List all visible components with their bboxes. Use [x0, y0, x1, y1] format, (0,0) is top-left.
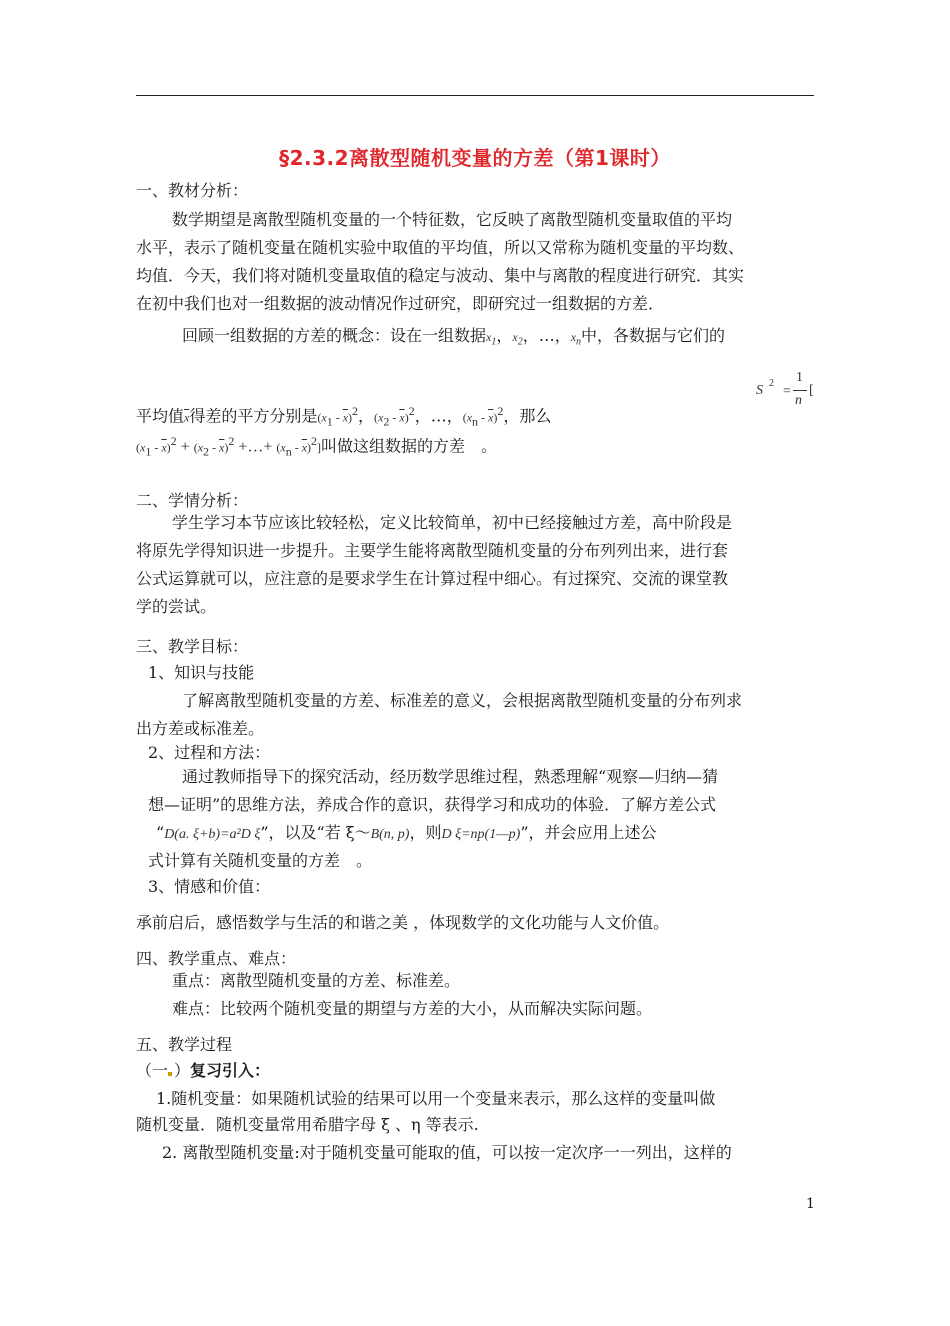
section-heading-key-points: 四、教学重点、难点： [136, 949, 297, 968]
section-heading-goals: 三、教学目标： [136, 637, 249, 656]
deviation-then: ，那么 [503, 406, 552, 426]
binomial-notation: B(n, p) [370, 827, 410, 842]
recall-tail: 中，各数据与它们的 [581, 326, 726, 345]
key-point: 重点：离散型随机变量的方差、标准差。 [172, 971, 461, 990]
page-title: §2.3.2离散型随机变量的方差（第1课时） [279, 146, 671, 170]
paragraph-line: 均值．今天，我们将对随机变量取值的稳定与波动、集中与离散的程度进行研究．其实 [136, 266, 745, 285]
deviation-line: 平均值$\overline{x}$得差的平方分别是$(x_1 - \overline{x})^2$，$(x_2 - \overline{x})^2$，…，$(x_n - \overline{x})^2$，那么 [136, 404, 552, 429]
paragraph-line: 学的尝试。 [136, 597, 217, 616]
data-x1: $x_1$ [486, 330, 497, 348]
binomial-variance-formula: D ξ=np(1—p) [441, 827, 521, 842]
section-heading-students: 二、学情分析： [136, 491, 249, 510]
fraction-bar [793, 390, 807, 391]
deviation-mid: 得差的平方分别是 [189, 406, 318, 426]
variance-properties-line: “D(a. ξ+b)=a²D ξ”，以及“若 ξ～B(n, p)，则D ξ=np(1—p)”，并会应用上述公 [156, 823, 657, 842]
paragraph-line: 数学期望是离散型随机变量的一个特征数，它反映了离散型随机变量取值的平均 [172, 210, 733, 229]
subsection-review: （一 ）复习引入： [136, 1061, 271, 1080]
paragraph-line: 1.随机变量：如果随机试验的结果可以用一个变量来表示，那么这样的变量叫做 [156, 1089, 716, 1108]
paragraph-line: 想—证明”的思维方法，养成合作的意识，获得学习和成功的体验．了解方差公式 [148, 795, 717, 814]
variance-definition-tail: 叫做这组数据的方差 。 [321, 436, 498, 456]
page-number: 1 [806, 1196, 815, 1212]
x-bar-symbol: $\overline{x}$ [184, 410, 190, 425]
paragraph-line: 通过教师指导下的探究活动，经历数学思维过程，熟悉理解“观察—归纳—猜 [182, 767, 719, 786]
variance-recall-line: 回顾一组数据的方差的概念：设在一组数据$x_1$，$x_2$，…，$x_n$中，各数据与它们的 [182, 326, 726, 348]
section-heading-process: 五、教学过程 [136, 1035, 233, 1054]
mean-lead: 平均值 [136, 406, 185, 426]
goal-values: 3、情感和价值： [148, 877, 271, 896]
variance-formula-head: S 2 = 1 n [ [756, 370, 814, 408]
linear-variance-formula: D(a. ξ+b)=a²D ξ [164, 827, 261, 842]
paragraph-line: 了解离散型随机变量的方差、标准差的意义，会根据离散型随机变量的分布列求 [182, 691, 743, 710]
goal-knowledge: 1、知识与技能 [148, 663, 255, 682]
header-rule [136, 95, 814, 96]
recall-lead: 回顾一组数据的方差的概念：设在一组数据 [182, 326, 487, 345]
data-xn: $x_n$ [570, 330, 582, 348]
recall-ellipsis: ，…， [522, 326, 571, 345]
paragraph-line: 出方差或标准差。 [136, 719, 265, 738]
paragraph-line: 在初中我们也对一组数据的波动情况作过研究，即研究过一组数据的方差． [136, 294, 665, 313]
data-x2: $x_2$ [512, 330, 523, 348]
paragraph-line: 随机变量．随机变量常用希腊字母 ξ 、η 等表示. [136, 1115, 479, 1134]
variance-symbol: S [756, 383, 763, 398]
paragraph-line: 将原先学得知识进一步提升。主要学生能将离散型随机变量的分布列列出来，进行套 [136, 541, 729, 560]
fraction-numerator: 1 [796, 370, 803, 385]
paragraph-line: 水平，表示了随机变量在随机实验中取值的平均值，所以又常称为随机变量的平均数、 [136, 238, 745, 257]
fraction-denominator: n [795, 393, 802, 408]
section-heading-materials: 一、教材分析： [136, 181, 249, 200]
bullet-dot-icon [168, 1072, 172, 1076]
paragraph-line: 2. 离散型随机变量:对于随机变量可能取的值，可以按一定次序一一列出，这样的 [162, 1143, 732, 1162]
paragraph-line: 式计算有关随机变量的方差 。 [148, 851, 373, 870]
paragraph-line: 承前启后，感悟数学与生活的和谐之美 ，体现数学的文化功能与人文价值。 [136, 913, 670, 932]
subsection-title: 复习引入： [190, 1061, 271, 1080]
paragraph-line: 公式运算就可以，应注意的是要求学生在计算过程中细心。有过探究、交流的课堂教 [136, 569, 729, 588]
goal-process: 2、过程和方法： [148, 743, 271, 762]
difficult-point: 难点：比较两个随机变量的期望与方差的大小，从而解决实际问题。 [172, 999, 653, 1018]
paragraph-line: 学生学习本节应该比较轻松，定义比较简单，初中已经接触过方差，高中阶段是 [172, 513, 733, 532]
variance-formula-body: $(x_1 - \overline{x})^2 + (x_2 - \overline{x})^2$ +…+ $(x_n - \overline{x})^2$]叫做这组数据的方差 。 [136, 434, 498, 459]
